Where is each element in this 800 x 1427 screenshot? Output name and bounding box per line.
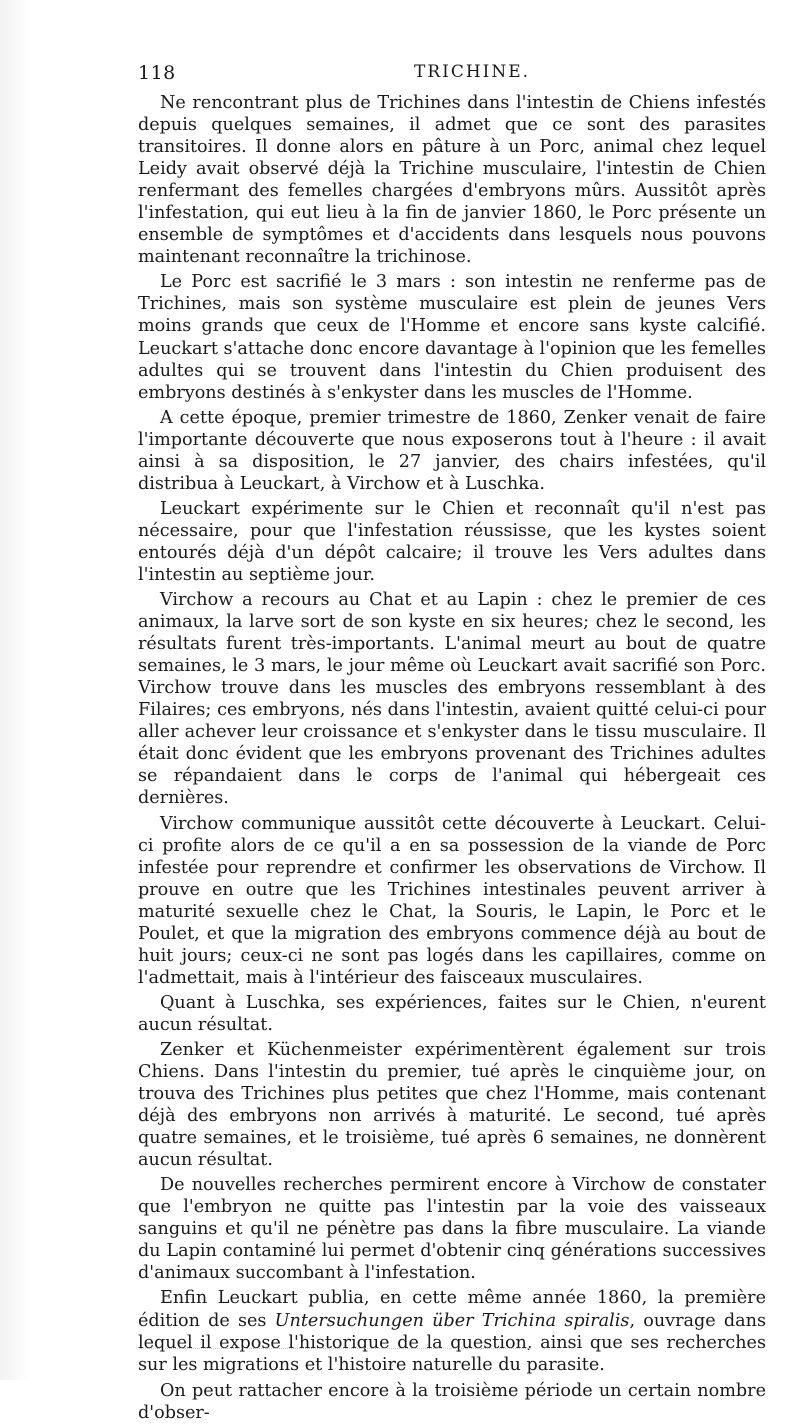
paragraph-10-before: Enfin Leuckart publia, en cette même année 1860, la première édition de ses bbox=[138, 1288, 766, 1331]
paragraph-6: Virchow communique aussitôt cette découverte à Leuckart. Celui-ci profite alors de ce qu'il a en sa possession de la viande de Porc infestée pour reprendre et confirmer les observations de Virchow. Il prouve en outre que les Trichines intestinales peuvent arriver à maturité sexuelle chez le Chat, la Souris, le Lapin, le Porc et le Poulet, et que la migration des embryons commence déjà au bout de huit jours; ceux-ci ne sont pas logés dans les capillaires, comme on l'admettait, mais à l'intérieur des faisceaux musculaires. bbox=[138, 813, 766, 988]
paragraph-3: A cette époque, premier trimestre de 1860, Zenker venait de faire l'importante découverte que nous exposerons tout à l'heure : il avait ainsi à sa disposition, le 27 janvier, des chairs infestées, qu'il distribua à Leuckart, à Virchow et à Luschka. bbox=[138, 407, 766, 494]
paragraph-11: On peut rattacher encore à la troisième période un certain nombre d'obser- bbox=[138, 1380, 766, 1423]
paragraph-7: Quant à Luschka, ses expériences, faites sur le Chien, n'eurent aucun résultat. bbox=[138, 992, 766, 1035]
paragraph-9: De nouvelles recherches permirent encore à Virchow de constater que l'embryon ne quitte pas l'intestin par la voie des vaisseaux sanguins et qu'il ne pénètre pas dans la fibre musculaire. La viande du Lapin contaminé lui permet d'obtenir cinq générations successives d'animaux succombant à l'infestation. bbox=[138, 1175, 766, 1284]
paragraph-10 bbox=[138, 1287, 766, 1375]
paragraph-4: Leuckart expérimente sur le Chien et reconnaît qu'il n'est pas nécessaire, pour que l'infestation réussisse, que les kystes soient entourés déjà d'un dépôt calcaire; il trouve les Vers adultes dans l'intestin au septième jour. bbox=[138, 498, 766, 585]
paragraph-1: Ne rencontrant plus de Trichines dans l'intestin de Chiens infestés depuis quelques semaines, il admet que ce sont des parasites transitoires. Il donne alors en pâture à un Porc, animal chez lequel Leidy avait observé déjà la Trichine musculaire, l'intestin de Chien renfermant des femelles chargées d'embryons mûrs. Aussitôt après l'infestation, qui eut lieu à la fin de janvier 1860, le Porc présente un ensemble de symptômes et d'accidents dans lesquels nous pouvons maintenant reconnaître la trichinose. bbox=[138, 93, 766, 268]
paragraph-2: Le Porc est sacrifié le 3 mars : son intestin ne renferme pas de Trichines, mais son système musculaire est plein de jeunes Vers moins grands que ceux de l'Homme et encore sans kyste calcifié. Leuckart s'attache donc encore davantage à l'opinion que les femelles adultes qui se trouvent dans l'intestin du Chien produisent des embryons destinés à s'enkyster dans les muscles de l'Homme. bbox=[138, 272, 766, 403]
page-number: 118 bbox=[138, 62, 176, 84]
paragraph-8: Zenker et Küchenmeister expérimentèrent également sur trois Chiens. Dans l'intestin du premier, tué après le cinquième jour, on trouva des Trichines plus petites que chez l'Homme, mais contenant déjà des embryons non arrivés à maturité. Le second, tué après quatre semaines, et le troisième, tué après 6 semaines, ne donnèrent aucun résultat. bbox=[138, 1039, 766, 1171]
paragraph-10-after: , ouvrage dans lequel il expose l'historique de la question, ainsi que ses recherches sur les migrations et l'histoire naturelle du parasite. bbox=[138, 1310, 767, 1375]
page-edge-shadow bbox=[0, 0, 30, 1380]
body-text bbox=[138, 92, 766, 1427]
book-title-italic: Untersuchungen über Trichina spiralis bbox=[274, 1310, 630, 1331]
paragraph-5: Virchow a recours au Chat et au Lapin : chez le premier de ces animaux, la larve sort de son kyste en six heures; chez le second, les résultats furent très-importants. L'animal meurt au bout de quatre semaines, le 3 mars, le jour même où Leuckart avait sacrifié son Porc. Virchow trouve dans les muscles des embryons ressemblant à des Filaires; ces embryons, nés dans l'intestin, avaient quitté celui-ci pour aller achever leur croissance et s'enkyster dans le tissu musculaire. Il était donc évident que les embryons provenant des Trichines adultes se répandaient dans le corps de l'animal qui hébergeait ces dernières. bbox=[138, 590, 766, 809]
running-title: TRICHINE. bbox=[414, 62, 531, 82]
bottom-bleed-through-line bbox=[140, 1348, 530, 1349]
page-header bbox=[138, 62, 758, 90]
